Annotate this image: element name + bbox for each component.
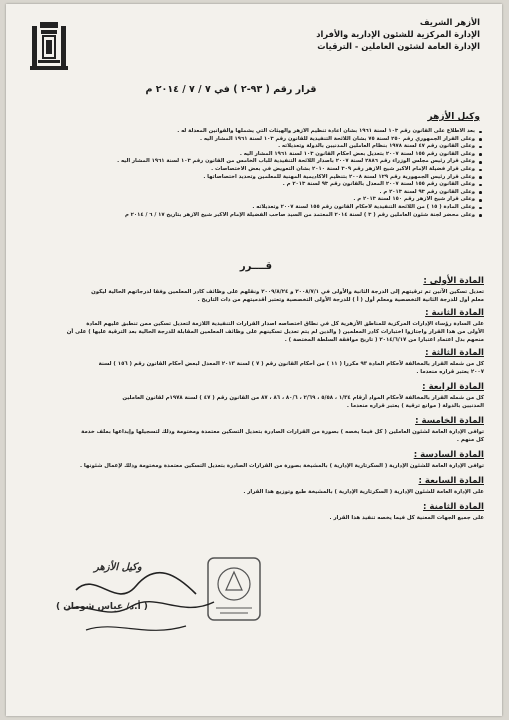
article-5-body (22, 428, 484, 444)
list-item: وعلى القرار الجمهوري رقم ٢٥٠ لسنة ٧٥ بشأن اللائحة التنفيذية للقانون رقم ١٠٣ لسنة ١٩٦١ المشار اليه . (42, 136, 482, 144)
list-item: وعلى محضر لجنة شئون العاملين رقم ( ٣ ) لسنة ٢٠١٤ المعتمد من السيد صاحب الفضيلة الإمام الأكبر شيخ الأزهر بتاريخ ١٧ / ٦ / ٢٠١٤ م (42, 212, 482, 220)
article-7-body (22, 488, 484, 496)
article-4-body (22, 394, 484, 410)
list-item: وعلى قرار رئيس مجلس الوزراء رقم ٢٨٨٦ لسنة ٢٠٠٧ باصدار اللائحة التنفيذية للباب الخامس من القانون رقم ١٠٣ لسنة ١٩٦١ المشار اليه . (42, 158, 482, 166)
article-1-body (22, 288, 484, 304)
list-item: وعلى القانون رقم ٤٧ لسنة ١٩٧٨ بنظام العاملين المدنيين بالدولة وتعديلاته . (42, 143, 482, 151)
header-block (180, 16, 480, 52)
preamble-list (42, 128, 482, 219)
article-line: توافى الإدارة العامة لشئون العاملين ( كل فيما يخصه ) بصورة من القرارات الصادرة بتعديل التسكين معتمدة ومختومة وذلك لتسجيلها وإيداعها بملف خدمة (81, 429, 484, 435)
list-item: وعلى القانون رقم ٩٣ لسنة ٢٠١٣ م . (42, 189, 482, 197)
article-line: كل من شمله القرار بالمخالفة لأحكام المواد أرقام ١/٣٤ ، ٥/٥٨ ، ٢/٦٩ ، ٨٠/٦ ، ٨٦ ، ٨٧ من القانون رقم ( ٤٧ ) لسنة ١٩٧٨م لقانون العاملين (122, 395, 484, 401)
azhar-logo-icon (28, 20, 70, 74)
article-8-heading: المادة الثامنة : (422, 502, 484, 512)
signature-title: وكيل الأزهر (94, 562, 142, 573)
article-7-heading: المادة السابعة : (418, 476, 484, 486)
article-line: توافى الإدارة العامة للشئون الإدارية ( السكرتارية الإدارية ) بالمشيخة بصورة من القرارات الصادرة بتعديل التسكين معتمدة ومختومة وذلك لإعمال شئونها . (79, 463, 484, 469)
article-line: كل منهم . (456, 437, 484, 443)
article-line: المدنيين بالدولة ( موانع ترقية ) يعتبر قراره منعدما . (346, 403, 484, 409)
header-line-3: الإدارة العامة لشئون العاملين - الترقيات (317, 41, 480, 51)
decision-title: قرار رقم ( ٩٣-٢ ) في ٧ / ٧ / ٢٠١٤ م (145, 84, 317, 95)
article-line: على جميع الجهات المعنية كل فيما يخصه تنفيذ هذا القرار . (329, 515, 484, 521)
article-3-heading: المادة الثالثة : (425, 348, 484, 358)
deputy-heading: وكيل الأزهر (427, 112, 480, 122)
article-line: على السادة رؤساء الإدارات المركزية للمناطق الأزهرية كل في نطاق اختصاصه اصدار القرارات التنفيذية اللازمة لتعديل تسكين ممن تنطبق عليهم المادة (86, 321, 484, 327)
article-2-heading: المادة الثانية : (425, 308, 484, 318)
article-8-body (22, 514, 484, 522)
decided-heading: قــــرر (239, 261, 273, 272)
list-item: بعد الاطلاع على القانون رقم ١٠٣ لسنة ١٩٦١ بشأن اعادة تنظيم الأزهر والهيئات التي يشملها والقوانين المعدلة له . (42, 128, 482, 136)
article-5-heading: المادة الخامسة : (415, 416, 484, 426)
article-line: كل من شمله القرار بالمخالفة لأحكام المادة ٩٣ مكررا ( ١١ ) من أحكام القانون رقم ( ٧ ) لسنة ٢٠١٣ المعدل لبعض أحكام القانون رقم ( ١٥٦ ) لسنة (98, 361, 484, 367)
article-line: على الإدارة العامة للشئون الإدارية ( السكرتارية الإدارية ) بالمشيخة طبع وتوزيع هذا القرار . (243, 489, 484, 495)
article-6-heading: المادة السادسة : (413, 450, 484, 460)
article-line: تعديل تسكين الآتين تم ترقيتهم إلى الدرجة الثانية والأولى في ٢٠٠٨/٧/١ و ٢٠٠٩/٨/٢٤ ونقلهم على وظائف كادر المعلمين وفقا لدرجاتهم الحالية ليكون (91, 289, 484, 295)
article-3-body (22, 360, 484, 376)
list-item: وعلى المادة ( ١٥ ) من اللائحة التنفيذية لأحكام القانون رقم ١٥٥ لسنة ٢٠٠٧ وتعديلاته . (42, 204, 482, 212)
article-line: معلم أول للدرجة الثانية التخصصية ومعلم أول ( أ ) للدرجة الأولى التخصصية وتعتبر أقدميتهم من ذات التاريخ . (197, 297, 484, 303)
article-4-heading: المادة الرابعة : (422, 382, 484, 392)
article-line: ٢٠٠٧ يعتبر قراره منعدما . (416, 369, 484, 375)
list-item: وعلى قرار رئيس الجمهورية رقم ١٢٩ لسنة ٢٠٠٨ بتنظيم الأكاديمية المهنية للمعلمين وتحديد اختصاصاتها . (42, 174, 482, 182)
article-6-body (22, 462, 484, 470)
article-line: منحهم بدل اعتماد اعتبارا من ٢٠١٤/٦/١٧ ( تاريخ موافقة السلطة المختصة ) . (284, 337, 484, 343)
article-1-heading: المادة الأولى : (423, 276, 484, 286)
list-item: وعلى قرار فضيلة الإمام الأكبر شيخ الأزهر رقم ٣٠٩ لسنة ٢٠١٠ بشأن التعويض في بعض الاختصاصات . (42, 166, 482, 174)
signature-name: ( أ.د/ عباس شومان ) (56, 602, 148, 612)
document-page (6, 4, 502, 716)
list-item: وعلى القانون رقم ١٥٥ لسنة ٢٠٠٧ المعدل بالقانون رقم ٩٣ لسنة ٢٠١٣ م . (42, 181, 482, 189)
header-line-2: الإدارة المركزية للشئون الإدارية والأفراد (316, 29, 480, 39)
list-item: وعلى قرار شيخ الأزهر رقم ١٥٠ لسنة ٢٠١٣ م . (42, 196, 482, 204)
article-line: الأولى من هذا القرار واجتازوا اختبارات كادر المعلمين ( والذين لم يتم تعديل تسكينهم على وظائف المعلمين المقابلة للدرجة الحالية بعد الترقية عليها ) على أن (66, 329, 484, 335)
article-2-body (22, 320, 484, 344)
header-line-1: الأزهر الشريف (419, 17, 480, 27)
list-item: وعلى القانون رقم ١٥٥ لسنة ٢٠٠٧ بتعديل بعض احكام القانون ١٠٣ لسنة ١٩٦١ المشار اليه . (42, 151, 482, 159)
